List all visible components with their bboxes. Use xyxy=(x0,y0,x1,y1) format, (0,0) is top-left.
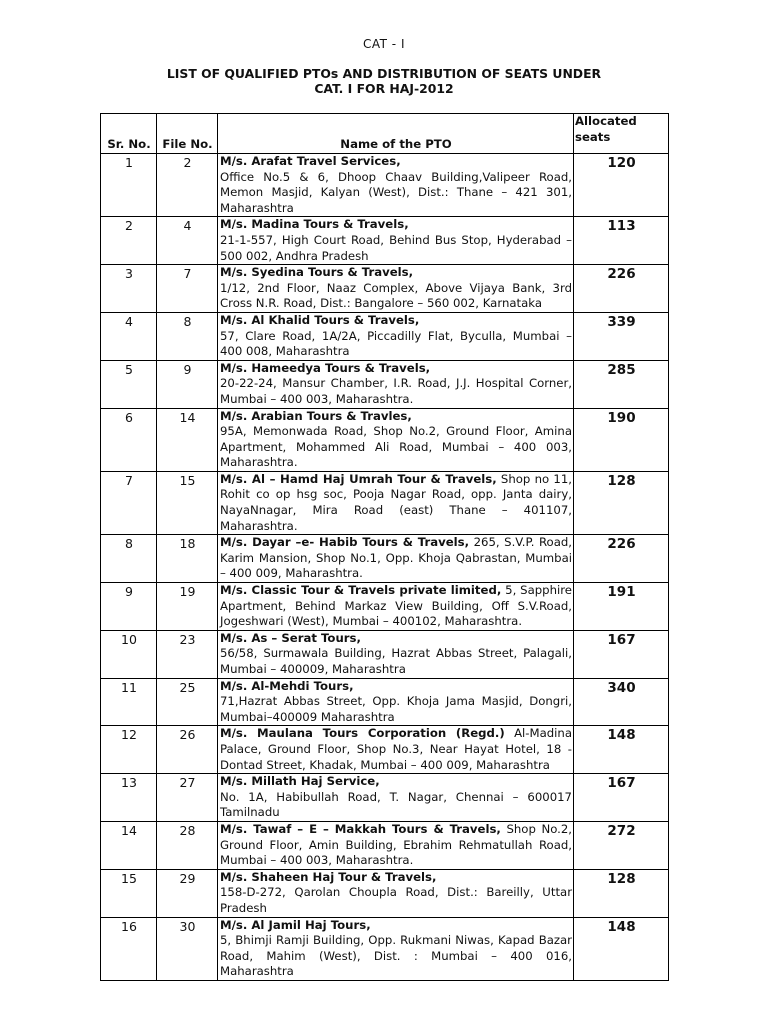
table-row xyxy=(101,869,669,917)
sr-no-cell: 13 xyxy=(101,774,157,822)
pto-name: M/s. Dayar –e- Habib Tours & Travels, xyxy=(220,535,470,550)
allocated-seats-cell: 190 xyxy=(574,408,669,471)
file-no-cell: 7 xyxy=(157,265,218,313)
pto-cell xyxy=(218,471,574,534)
sr-no-cell: 3 xyxy=(101,265,157,313)
pto-name: M/s. Syedina Tours & Travels, xyxy=(220,265,414,280)
sr-no-cell: 11 xyxy=(101,678,157,726)
sr-no-cell: 1 xyxy=(101,154,157,217)
pto-name: M/s. Al – Hamd Haj Umrah Tour & Travels, xyxy=(220,471,497,486)
file-no-cell: 9 xyxy=(157,360,218,408)
sr-no-cell: 9 xyxy=(101,583,157,631)
title-line-2: CAT. I FOR HAJ-2012 xyxy=(314,81,454,96)
allocated-seats-cell: 128 xyxy=(574,869,669,917)
file-no-cell: 4 xyxy=(157,217,218,265)
pto-cell xyxy=(218,821,574,869)
file-no-cell: 30 xyxy=(157,917,218,980)
pto-address: 1/12, 2nd Floor, Naaz Complex, Above Vijaya Bank, 3rd Cross N.R. Road, Dist.: Bangalore – 560 002, Karnataka xyxy=(220,280,572,311)
pto-address: Al-Madina Palace, Ground Floor, Shop No.3, Near Hayat Hotel, 18 - Dontad Street, Khadak, Mumbai – 400 009, Maharashtra xyxy=(220,726,573,772)
table-row xyxy=(101,408,669,471)
pto-name: M/s. Hameedya Tours & Travels, xyxy=(220,360,431,375)
sr-no-cell: 14 xyxy=(101,821,157,869)
pto-address: 57, Clare Road, 1A/2A, Piccadilly Flat, Byculla, Mumbai – 400 008, Maharashtra xyxy=(220,328,572,359)
sr-no-cell: 8 xyxy=(101,535,157,583)
table-row xyxy=(101,217,669,265)
allocated-seats-cell: 340 xyxy=(574,678,669,726)
allocated-seats-cell: 148 xyxy=(574,726,669,774)
table-row xyxy=(101,630,669,678)
pto-cell xyxy=(218,535,574,583)
allocated-seats-cell: 285 xyxy=(574,360,669,408)
sr-no-cell: 10 xyxy=(101,630,157,678)
pto-name: M/s. Tawaf – E – Makkah Tours & Travels, xyxy=(220,821,501,836)
pto-cell xyxy=(218,774,574,822)
pto-cell xyxy=(218,726,574,774)
table-row xyxy=(101,583,669,631)
file-no-cell: 8 xyxy=(157,312,218,360)
table-row xyxy=(101,154,669,217)
allocated-seats-cell: 339 xyxy=(574,312,669,360)
file-no-cell: 23 xyxy=(157,630,218,678)
pto-cell xyxy=(218,312,574,360)
pto-cell xyxy=(218,583,574,631)
allocated-seats-cell: 226 xyxy=(574,265,669,313)
allocated-seats-cell: 191 xyxy=(574,583,669,631)
pto-name: M/s. Arabian Tours & Travles, xyxy=(220,408,412,423)
pto-address: 20-22-24, Mansur Chamber, I.R. Road, J.J. Hospital Corner, Mumbai – 400 003, Maharashtra. xyxy=(220,376,572,406)
allocated-seats-cell: 167 xyxy=(574,630,669,678)
pto-cell xyxy=(218,217,574,265)
pto-name: M/s. Classic Tour & Travels private limited, xyxy=(220,583,502,598)
file-no-cell: 29 xyxy=(157,869,218,917)
table-row xyxy=(101,917,669,980)
file-no-cell: 26 xyxy=(157,726,218,774)
pto-address: 5, Bhimji Ramji Building, Opp. Rukmani Niwas, Kapad Bazar Road, Mahim (West), Dist. : Mumbai – 400 016, Maharashtra xyxy=(220,933,572,979)
allocated-seats-cell: 272 xyxy=(574,821,669,869)
header-sr-no: Sr. No. xyxy=(101,114,157,154)
file-no-cell: 18 xyxy=(157,535,218,583)
allocated-seats-cell: 113 xyxy=(574,217,669,265)
file-no-cell: 14 xyxy=(157,408,218,471)
pto-name: M/s. Maulana Tours Corporation (Regd.) xyxy=(220,726,505,741)
allocated-seats-cell: 226 xyxy=(574,535,669,583)
allocated-seats-cell: 148 xyxy=(574,917,669,980)
sr-no-cell: 4 xyxy=(101,312,157,360)
table-row xyxy=(101,535,669,583)
sr-no-cell: 5 xyxy=(101,360,157,408)
allocated-seats-cell: 120 xyxy=(574,154,669,217)
pto-address: Shop no 11, Rohit co op hsg soc, Pooja Nagar Road, opp. Janta dairy, NayaNnagar, Mira Road (east) Thane – 401107, Maharashtra. xyxy=(220,471,572,533)
pto-cell xyxy=(218,630,574,678)
table-row xyxy=(101,265,669,313)
file-no-cell: 2 xyxy=(157,154,218,217)
category-label: CAT - I xyxy=(363,37,405,51)
pto-name: M/s. Arafat Travel Services, xyxy=(220,154,401,168)
file-no-cell: 19 xyxy=(157,583,218,631)
pto-cell xyxy=(218,917,574,980)
pto-name: M/s. Shaheen Haj Tour & Travels, xyxy=(220,869,437,884)
table-row xyxy=(101,471,669,534)
sr-no-cell: 16 xyxy=(101,917,157,980)
table-row xyxy=(101,360,669,408)
table-row xyxy=(101,821,669,869)
pto-address: 71,Hazrat Abbas Street, Opp. Khoja Jama Masjid, Dongri, Mumbai–400009 Maharashtra xyxy=(220,694,572,724)
pto-name: M/s. Al Khalid Tours & Travels, xyxy=(220,312,420,327)
file-no-cell: 28 xyxy=(157,821,218,869)
table-row xyxy=(101,726,669,774)
sr-no-cell: 6 xyxy=(101,408,157,471)
pto-cell xyxy=(218,869,574,917)
pto-name: M/s. Al-Mehdi Tours, xyxy=(220,678,354,693)
pto-name: M/s. Millath Haj Service, xyxy=(220,774,380,789)
pto-name: M/s. Madina Tours & Travels, xyxy=(220,217,409,232)
sr-no-cell: 7 xyxy=(101,471,157,534)
document-title xyxy=(0,66,768,96)
pto-name: M/s. As – Serat Tours, xyxy=(220,630,361,645)
header-name: Name of the PTO xyxy=(218,114,574,154)
pto-address: 158-D-272, Qarolan Choupla Road, Dist.: Bareilly, Uttar Pradesh xyxy=(220,885,572,915)
pto-address: Office No.5 & 6, Dhoop Chaav Building,Valipeer Road, Memon Masjid, Kalyan (West), Dist.: Thane – 421 301, Maharashtra xyxy=(220,169,572,215)
table-row xyxy=(101,312,669,360)
pto-address: 95A, Memonwada Road, Shop No.2, Ground Floor, Amina Apartment, Mohammed Ali Road, Mumbai – 400 003, Maharashtra. xyxy=(220,424,572,470)
table-header-row xyxy=(101,114,669,154)
pto-cell xyxy=(218,408,574,471)
pto-cell xyxy=(218,678,574,726)
pto-cell xyxy=(218,360,574,408)
pto-address: 21-1-557, High Court Road, Behind Bus Stop, Hyderabad – 500 002, Andhra Pradesh xyxy=(220,232,572,263)
pto-name-separator xyxy=(505,726,514,740)
header-file-no: File No. xyxy=(157,114,218,154)
pto-address: No. 1A, Habibullah Road, T. Nagar, Chennai – 600017 Tamilnadu xyxy=(220,789,572,820)
pto-address: Shop No.2, Ground Floor, Amin Building, Ebrahim Rehmatullah Road, Mumbai – 400 003, Maharashtra. xyxy=(220,821,573,868)
allocated-seats-cell: 128 xyxy=(574,471,669,534)
sr-no-cell: 2 xyxy=(101,217,157,265)
pto-address: 5, Sapphire Apartment, Behind Markaz View Building, Off S.V.Road, Jogeshwari (West), Mumbai – 400102, Maharashtra. xyxy=(220,583,572,629)
header-allocated-seats: Allocated seats xyxy=(574,114,669,154)
pto-cell xyxy=(218,265,574,313)
pto-cell xyxy=(218,154,574,217)
table-row xyxy=(101,678,669,726)
pto-address: 265, S.V.P. Road, Karim Mansion, Shop No.1, Opp. Khoja Qabrastan, Mumbai – 400 009, Maharashtra. xyxy=(220,535,573,581)
pto-table xyxy=(100,113,669,981)
sr-no-cell: 12 xyxy=(101,726,157,774)
file-no-cell: 25 xyxy=(157,678,218,726)
file-no-cell: 15 xyxy=(157,471,218,534)
allocated-seats-cell: 167 xyxy=(574,774,669,822)
sr-no-cell: 15 xyxy=(101,869,157,917)
pto-name: M/s. Al Jamil Haj Tours, xyxy=(220,917,371,932)
table-body xyxy=(101,154,669,981)
file-no-cell: 27 xyxy=(157,774,218,822)
table-row xyxy=(101,774,669,822)
pto-address: 56/58, Surmawala Building, Hazrat Abbas Street, Palagali, Mumbai – 400009, Maharashtra xyxy=(220,646,572,676)
title-line-1: LIST OF QUALIFIED PTOs AND DISTRIBUTION OF SEATS UNDER xyxy=(166,66,602,81)
